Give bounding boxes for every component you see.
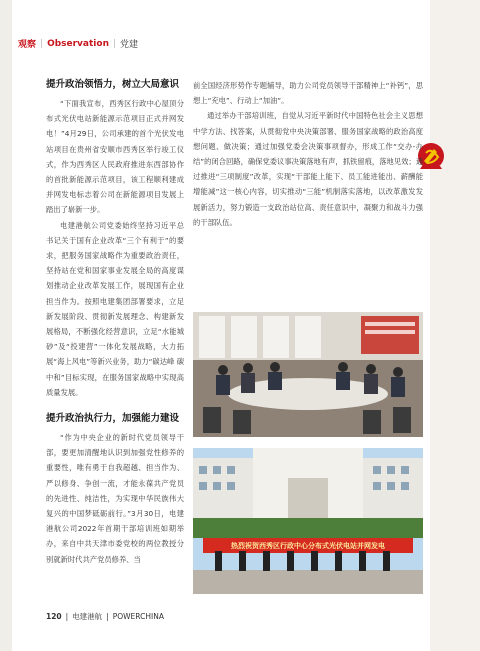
footer-divider-2: | bbox=[106, 612, 109, 621]
left-column bbox=[46, 78, 184, 567]
section-label-en: Observation bbox=[47, 38, 109, 49]
right-margin-strip bbox=[430, 0, 480, 651]
section-label-cn: 观察 bbox=[18, 40, 37, 50]
paragraph: 电建港航公司党委始终坚持习近平总书记关于国有企业改革“三个有利于”的要求，把服务国家战略作为重要政治责任，坚持站在党和国家事业发展全局的高度谋划推动企业改革发展工作，展现国有企业担当作为。按照电建集团部署要求，立足新发展阶段、贯彻新发展理念、构建新发展格局，不断强化经营意识，立足“水能城砂”及“投建营”一体化发展战略，大力拓展“海上风电”等新兴业务，助力“碳达峰 碳中和”目标实现，在服务国家战略中实现高质量发展。 bbox=[46, 220, 184, 397]
brand-name: POWERCHINA bbox=[112, 612, 164, 621]
page-number: 120 bbox=[46, 612, 62, 621]
section-title-political-insight: 提升政治领悟力，树立大局意识 bbox=[46, 79, 180, 90]
paragraph: “下面我宣布，西秀区行政中心屋顶分布式光伏电站新能源示范项目正式并网发电！”4月29日，公司承建的首个光伏发电站项目在贵州省安顺市西秀区举行竣工仪式，作为西秀区人民政府推进东西部协作的首批新能源示范项目，该工程顺利建成并网发电标志着公司在新能源项目发展上踏出了崭新一步。 bbox=[46, 99, 184, 215]
paragraph: 通过举办干部培训班，自觉从习近平新时代中国特色社会主义思想中学方法、找答案，从贯彻党中央决策部署、服务国家战略的政治高度想问题、做决策；通过加强党委会决策事项督办，形成工作“交办-办结”的闭合回路，确保党委议事决策落地有声，抓铁留痕，落地见效；通过推进“三项制度”改革，实现“干部能上能下、员工能进能出、薪酬能增能减”这一核心内容，切实推动“三能”机制落实落地，以改革激发发展新活力，努力锻造一支政治站位高、责任意识中，凝聚力和战斗力强的干部队伍。 bbox=[193, 111, 423, 227]
meeting-room-photo bbox=[193, 312, 423, 437]
right-column bbox=[193, 78, 423, 230]
section-header bbox=[18, 37, 138, 50]
header-divider-2: | bbox=[112, 38, 117, 49]
page-footer bbox=[46, 611, 164, 622]
magazine-name: 电建港航 bbox=[72, 612, 103, 621]
header-divider: | bbox=[40, 38, 44, 49]
subsection-label: 党建 bbox=[120, 40, 139, 50]
left-margin-strip bbox=[0, 0, 12, 651]
section-title-execution-capability: 提升政治执行力，加强能力建设 bbox=[46, 413, 180, 425]
ceremony-banner-text: 热烈祝贺西秀区行政中心分布式光伏电站并网发电 bbox=[231, 542, 385, 550]
paragraph: 前全国经济形势作专题辅导，助力公司党员领导干部精神上“补钙”，思想上“充电”、行动上“加油”。 bbox=[193, 81, 423, 106]
ceremony-photo bbox=[193, 448, 423, 594]
footer-divider: | bbox=[65, 612, 69, 621]
paragraph: “作为中央企业的新时代党员领导干部，要更加清醒地认识到加强党性修养的重要性，唯有勇于自我超越、担当作为、严以修身、争创一流，才能永葆共产党员的先进性、纯洁性，为实现中华民族伟大复兴的中国梦砥砺前行。”3月30日，电建港航公司2022年首期干部培训班如期举办，来自中共天津市委党校的两位教授分别就新时代共产党员修养、当 bbox=[46, 433, 184, 564]
